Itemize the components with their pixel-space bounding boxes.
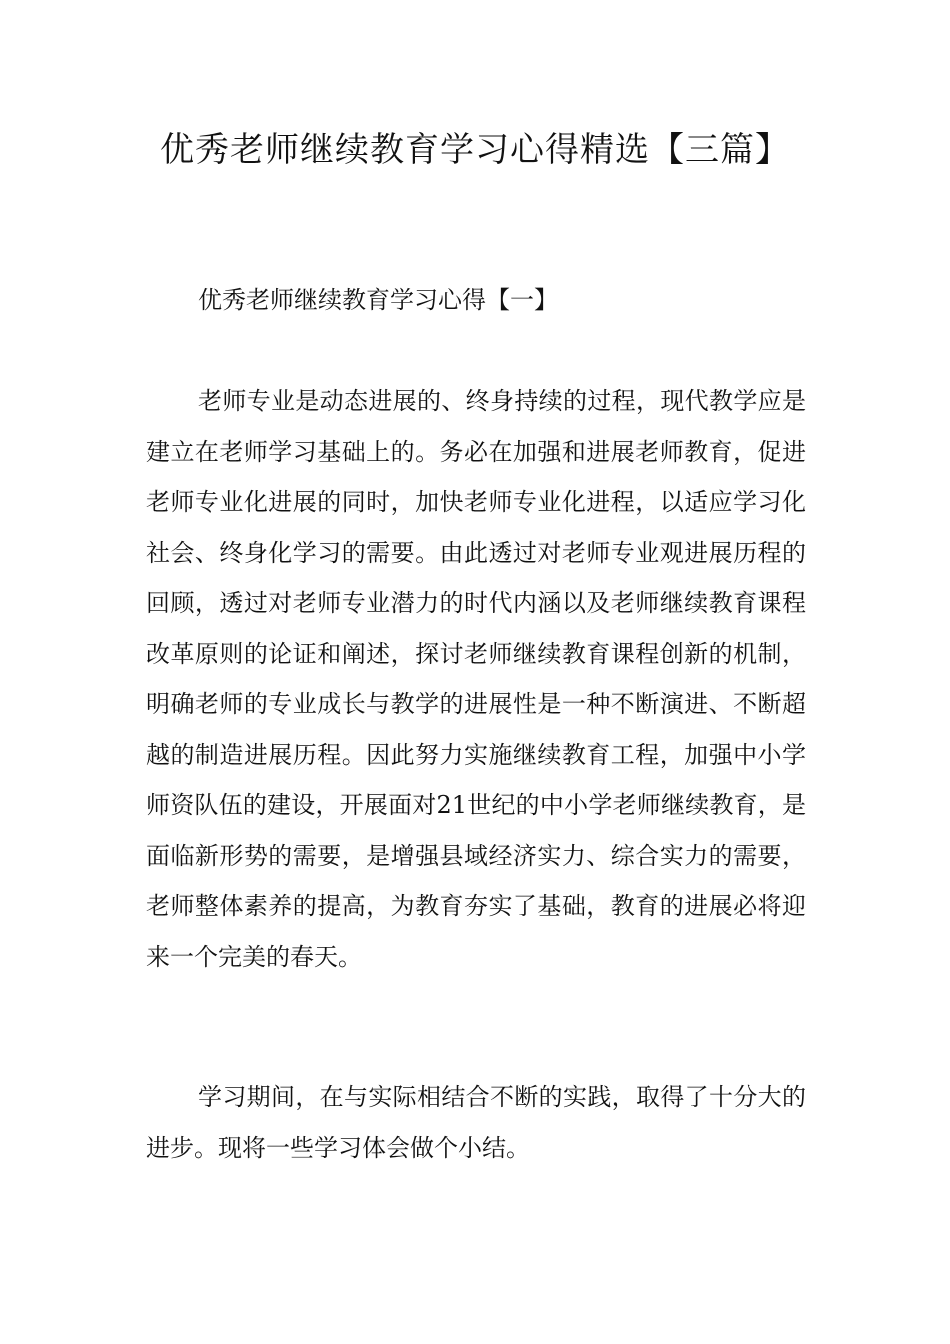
body-paragraph: 老师专业是动态进展的、终身持续的过程，现代教学应是建立在老师学习基础上的。务必在加强和进展老师教育，促进老师专业化进展的同时，加快老师专业化进程，以适应学习化社会、终身化学习的需要。由此透过对老师专业观进展历程的回顾，透过对老师专业潜力的时代内涵以及老师继续教育课程改革原则的论证和阐述，探讨老师继续教育课程创新的机制，明确老师的专业成长与教学的进展性是一种不断演进、不断超越的制造进展历程。因此努力实施继续教育工程，加强中小学师资队伍的建设，开展面对21世纪的中小学老师继续教育，是面临新形势的需要，是增强县域经济实力、综合实力的需要，老师整体素养的提高，为教育夯实了基础，教育的进展必将迎来一个完美的春天。	[146, 387, 806, 971]
body-paragraph: 学习期间，在与实际相结合不断的实践，取得了十分大的进步。现将一些学习体会做个小结。	[146, 1083, 806, 1162]
section-heading: 优秀老师继续教育学习心得【一】	[198, 286, 558, 314]
document-title: 优秀老师继续教育学习心得精选【三篇】	[160, 130, 790, 170]
